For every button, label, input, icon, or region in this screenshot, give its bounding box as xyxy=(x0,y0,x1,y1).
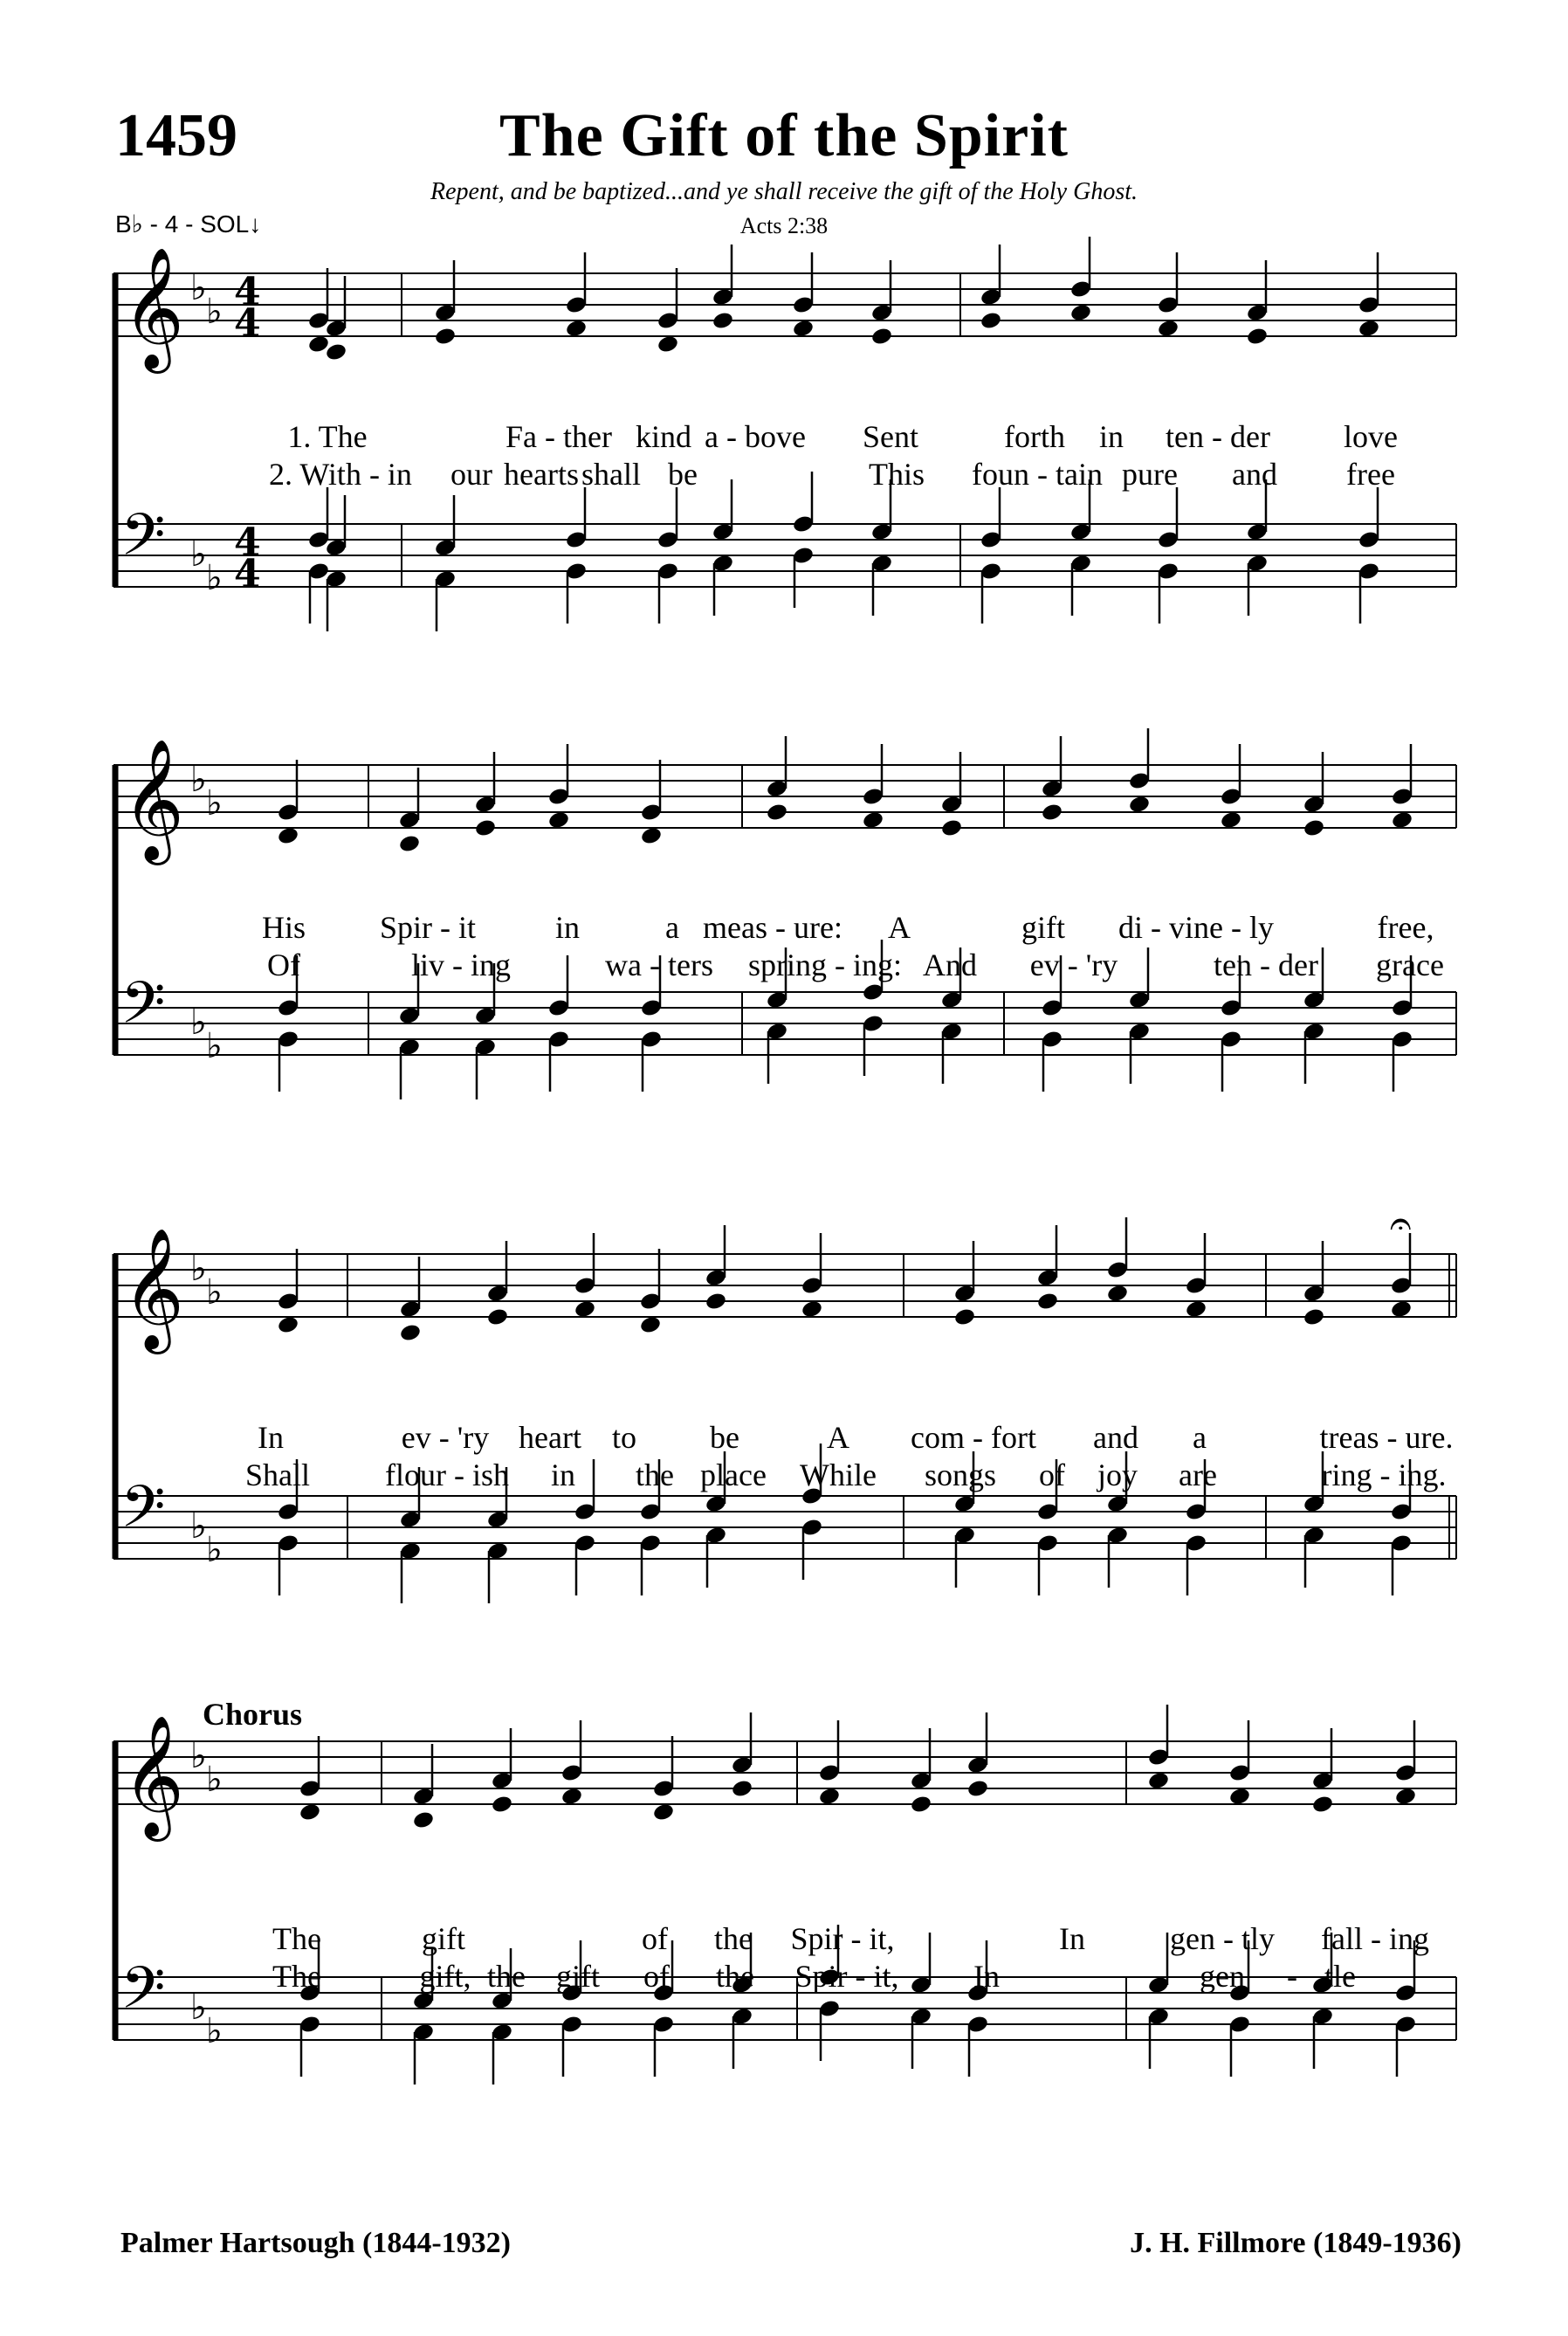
lyric-syllable: 2. With - in xyxy=(269,457,412,492)
lyric-syllable: Spir - it, xyxy=(794,1959,899,1994)
lyric-syllable: heart xyxy=(519,1420,581,1455)
hymn-title: The Gift of the Spirit xyxy=(499,102,1069,169)
alto-note-head xyxy=(801,1299,823,1320)
treble-clef-icon: 𝄞 xyxy=(122,739,184,860)
lyric-syllable: foun - tain xyxy=(972,457,1103,492)
alto-note-head xyxy=(299,1802,321,1823)
lyric-syllable: of xyxy=(1039,1457,1065,1492)
lyric-syllable: In xyxy=(258,1420,284,1455)
alto-note-head xyxy=(1394,1787,1417,1807)
lyric-syllable: This xyxy=(868,457,925,492)
lyric-syllable: and xyxy=(1232,457,1277,492)
alto-note-head xyxy=(1128,795,1151,815)
lyric-syllable: of xyxy=(642,1921,668,1956)
alto-note-head xyxy=(705,1292,727,1312)
alto-note-head xyxy=(547,810,570,830)
lyric-syllable: Spir - it, xyxy=(790,1921,895,1956)
lyric-syllable: a xyxy=(665,910,679,945)
alto-note-head xyxy=(486,1307,509,1327)
flat-icon: ♭ xyxy=(190,534,207,575)
time-signature-numerator: 4 xyxy=(234,270,261,314)
lyric-syllable: ev - 'ry xyxy=(401,1420,490,1455)
alto-note-head xyxy=(434,327,457,347)
lyric-syllable: the xyxy=(716,1959,754,1994)
lyric-syllable: place xyxy=(700,1457,767,1492)
alto-note-head xyxy=(1390,1299,1413,1320)
lyric-syllable: gen xyxy=(1200,1959,1245,1994)
lyric-syllable: spring - ing: xyxy=(748,947,902,982)
lyric-syllable: ev - 'ry xyxy=(1029,947,1118,982)
alto-note-head xyxy=(1311,1795,1334,1815)
lyric-syllable: wa - ters xyxy=(605,947,713,982)
alto-note-head xyxy=(792,319,815,339)
lyric-syllable: songs xyxy=(924,1457,997,1492)
flat-icon: ♭ xyxy=(206,1272,223,1313)
lyric-syllable: Sent xyxy=(862,419,919,454)
flat-icon: ♭ xyxy=(190,1506,207,1547)
lyric-syllable: a xyxy=(1193,1420,1207,1455)
alto-note-head xyxy=(862,810,884,830)
lyric-syllable: in xyxy=(550,1457,576,1492)
lyric-syllable: The xyxy=(272,1921,321,1956)
alto-note-head xyxy=(565,319,588,339)
lyric-syllable: gift xyxy=(1021,910,1065,945)
key-signature-info: B♭ - 4 - SOL↓ xyxy=(115,210,262,238)
lyric-syllable: In xyxy=(973,1959,1000,1994)
time-signature-denominator: 4 xyxy=(234,301,261,346)
lyric-syllable: of xyxy=(643,1959,670,1994)
lyric-syllable: flour - ish xyxy=(385,1457,509,1492)
lyric-syllable: Shall xyxy=(244,1457,311,1492)
bass-clef-icon: 𝄢 xyxy=(120,969,166,1051)
lyric-syllable: ten - der xyxy=(1166,419,1270,454)
lyric-syllable: His xyxy=(261,910,306,945)
alto-note-head xyxy=(1147,1771,1170,1791)
lyric-syllable: gift xyxy=(422,1921,465,1956)
lyric-syllable: di - vine - ly xyxy=(1118,910,1274,945)
alto-note-head xyxy=(412,1810,435,1830)
flat-icon: ♭ xyxy=(206,558,223,598)
treble-clef-icon: 𝄞 xyxy=(122,247,184,369)
alto-note-head xyxy=(1246,327,1269,347)
alto-note-head xyxy=(491,1795,513,1815)
lyric-syllable: 1. The xyxy=(287,419,368,454)
lyric-syllable: in xyxy=(1098,419,1124,454)
author-credit: Palmer Hartsough (1844-1932) xyxy=(120,2227,511,2259)
alto-note-head xyxy=(980,311,1002,331)
alto-note-head xyxy=(560,1787,583,1807)
flat-icon: ♭ xyxy=(190,1988,207,2028)
lyric-syllable: gift xyxy=(556,1959,600,1994)
bass-clef-icon: 𝄢 xyxy=(120,1473,166,1554)
lyric-syllable: In xyxy=(1059,1921,1085,1956)
lyric-syllable: are xyxy=(1179,1457,1217,1492)
time-signature-numerator: 4 xyxy=(234,520,261,565)
lyric-syllable: Fa - ther xyxy=(505,419,612,454)
alto-note-head xyxy=(1106,1284,1129,1304)
alto-note-head xyxy=(1157,319,1179,339)
lyric-syllable: kind xyxy=(635,419,692,454)
alto-note-head xyxy=(712,311,734,331)
lyric-syllable: the xyxy=(714,1921,753,1956)
lyric-syllable: While xyxy=(800,1457,877,1492)
scripture-reference: Acts 2:38 xyxy=(739,213,829,238)
alto-note-head xyxy=(1069,303,1092,323)
flat-icon: ♭ xyxy=(190,1003,207,1043)
flat-icon: ♭ xyxy=(190,1736,207,1776)
chorus-label: Chorus xyxy=(203,1697,303,1732)
lyric-syllable: gift, xyxy=(419,1959,471,1994)
lyric-syllable: free xyxy=(1346,457,1395,492)
hymn-number: 1459 xyxy=(115,102,237,169)
lyric-syllable: in xyxy=(554,910,581,945)
lyric-syllable: The xyxy=(272,1959,321,1994)
bass-clef-icon: 𝄢 xyxy=(120,501,166,582)
lyric-syllable: meas - ure: xyxy=(703,910,842,945)
flat-icon: ♭ xyxy=(206,1760,223,1800)
alto-note-head xyxy=(1303,818,1325,838)
lyric-syllable: joy xyxy=(1097,1457,1138,1492)
flat-icon: ♭ xyxy=(206,292,223,332)
alto-note-head xyxy=(818,1787,841,1807)
lyric-syllable: liv - ing xyxy=(411,947,511,982)
alto-note-head xyxy=(766,803,788,823)
lyric-syllable: to xyxy=(611,1420,637,1455)
lyric-syllable: a - bove xyxy=(705,419,806,454)
lyric-syllable: be xyxy=(710,1420,739,1455)
lyric-syllable: ten - der xyxy=(1214,947,1318,982)
lyric-syllable: tle xyxy=(1324,1959,1356,1994)
time-signature-denominator: 4 xyxy=(234,552,261,596)
alto-note-head xyxy=(325,342,347,362)
flat-icon: ♭ xyxy=(190,268,207,308)
alto-note-head xyxy=(307,334,330,355)
alto-note-head xyxy=(1220,810,1242,830)
flat-icon: ♭ xyxy=(190,1249,207,1289)
lyric-syllable: Of xyxy=(267,947,300,982)
alto-note-head xyxy=(574,1299,596,1320)
alto-note-head xyxy=(639,1315,662,1335)
flat-icon: ♭ xyxy=(206,1530,223,1570)
lyric-syllable: A xyxy=(827,1420,849,1455)
alto-note-head xyxy=(398,834,421,854)
lyric-syllable: - xyxy=(1287,1959,1297,1994)
alto-note-head xyxy=(1303,1307,1325,1327)
alto-note-head xyxy=(953,1307,976,1327)
lyric-syllable: com - fort xyxy=(911,1420,1036,1455)
alto-note-head xyxy=(1228,1787,1251,1807)
alto-note-head xyxy=(870,327,893,347)
alto-note-head xyxy=(1185,1299,1207,1320)
alto-note-head xyxy=(731,1779,753,1799)
alto-note-head xyxy=(474,818,497,838)
lyric-syllable: ring - ing. xyxy=(1321,1457,1447,1492)
lyric-syllable: gen - tly xyxy=(1170,1921,1275,1956)
lyric-syllable: Spir - it xyxy=(379,910,477,945)
lyric-syllable: And xyxy=(923,947,977,982)
alto-note-head xyxy=(1036,1292,1059,1312)
fermata-icon: 𝄐 xyxy=(1390,1202,1412,1246)
flat-icon: ♭ xyxy=(206,783,223,823)
lyric-syllable: be xyxy=(668,457,698,492)
lyric-syllable: our xyxy=(450,457,492,492)
lyric-syllable: the xyxy=(487,1959,526,1994)
lyric-syllable: A xyxy=(888,910,911,945)
alto-note-head xyxy=(1358,319,1380,339)
flat-icon: ♭ xyxy=(190,760,207,800)
alto-note-head xyxy=(1391,810,1413,830)
composer-credit: J. H. Fillmore (1849-1936) xyxy=(1130,2227,1461,2259)
lyric-syllable: forth xyxy=(1004,419,1065,454)
lyric-syllable: treas - ure. xyxy=(1319,1420,1454,1455)
lyric-syllable: love xyxy=(1344,419,1398,454)
lyric-syllable: hearts xyxy=(504,457,579,492)
flat-icon: ♭ xyxy=(206,2011,223,2051)
treble-clef-icon: 𝄞 xyxy=(122,1228,184,1349)
lyric-syllable: grace xyxy=(1376,947,1444,982)
bass-clef-icon: 𝄢 xyxy=(120,1954,166,2036)
flat-icon: ♭ xyxy=(206,1026,223,1066)
scripture-epigraph: Repent, and be baptized...and ye shall receive the gift of the Holy Ghost. xyxy=(430,178,1138,205)
alto-note-head xyxy=(277,1315,299,1335)
lyric-syllable: shall xyxy=(581,457,641,492)
alto-note-head xyxy=(399,1323,422,1343)
lyric-syllable: and xyxy=(1093,1420,1138,1455)
alto-note-head xyxy=(277,826,299,846)
lyric-syllable: the xyxy=(636,1457,674,1492)
alto-note-head xyxy=(940,818,963,838)
alto-note-head xyxy=(966,1779,989,1799)
treble-clef-icon: 𝄞 xyxy=(122,1715,184,1836)
lyric-syllable: fall - ing xyxy=(1321,1921,1429,1956)
alto-note-head xyxy=(640,826,663,846)
alto-note-head xyxy=(652,1802,675,1823)
alto-note-head xyxy=(657,334,679,355)
lyric-syllable: pure xyxy=(1122,457,1178,492)
alto-note-head xyxy=(910,1795,932,1815)
lyric-syllable: free, xyxy=(1377,910,1434,945)
alto-note-head xyxy=(1041,803,1063,823)
